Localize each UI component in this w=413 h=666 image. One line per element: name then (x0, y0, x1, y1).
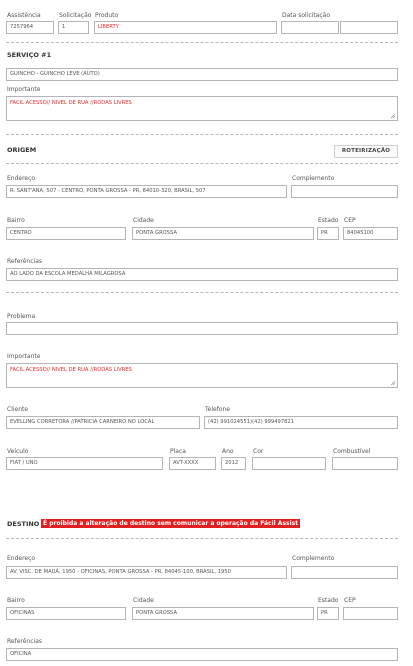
problema-importante-label: Importante (7, 353, 41, 360)
origem-cep-label: CEP (344, 217, 356, 224)
data-solicitacao-label: Data solicitação (282, 12, 331, 19)
divider (6, 134, 398, 135)
origem-referencias-field[interactable]: AO LADO DA ESCOLA MEDALHA MILAGROSA (6, 268, 398, 281)
placa-field[interactable]: AVT-XXXX (169, 457, 216, 470)
origem-estado-field[interactable]: PR (317, 227, 339, 240)
origem-complemento-field[interactable] (291, 185, 398, 198)
produto-label: Produto (95, 12, 119, 19)
veiculo-field[interactable]: FIAT / UNO (6, 457, 163, 470)
origem-bairro-field[interactable]: CENTRO (6, 227, 126, 240)
destino-bairro-field[interactable]: OFICINAS (6, 607, 126, 620)
destino-endereco-label: Endereço (7, 555, 36, 562)
problema-field[interactable] (6, 322, 398, 335)
servico-field[interactable]: GUINCHO - GUINCHO LEVE (AUTO) (6, 68, 398, 81)
cliente-label: Cliente (7, 406, 29, 413)
origem-endereco-label: Endereço (7, 175, 36, 182)
divider (6, 292, 398, 293)
destino-referencias-field[interactable]: OFICINA (6, 648, 398, 661)
origem-cep-field[interactable]: 84045100 (343, 227, 398, 240)
origem-complemento-label: Complemento (292, 175, 335, 182)
destino-complemento-label: Complemento (292, 555, 335, 562)
resize-grip-icon[interactable] (390, 380, 396, 386)
destino-bairro-label: Bairro (7, 597, 25, 604)
telefone-field[interactable]: (42) 991024551)(42) 999497821 (204, 416, 398, 429)
destino-cidade-field[interactable]: PONTA GROSSA (132, 607, 314, 620)
problema-importante-text: FACIL ACESSO// NIVEL DE RUA //RODAS LIVRES (10, 367, 132, 373)
destino-title: DESTINO (7, 520, 40, 528)
destino-warning-badge: É proibida a alteração de destino sem comunicar a operação da Fácil Assist (43, 520, 299, 527)
veiculo-label: Veículo (7, 448, 29, 455)
divider (6, 538, 398, 539)
divider (6, 42, 398, 43)
destino-cep-label: CEP (344, 597, 356, 604)
origem-title: ORIGEM (7, 146, 37, 154)
cor-field[interactable] (252, 457, 326, 470)
resize-grip-icon[interactable] (390, 113, 396, 119)
data-solicitacao-time-field[interactable] (340, 21, 398, 34)
servico-importante-label: Importante (7, 86, 41, 93)
servico-title: SERVIÇO #1 (7, 51, 52, 59)
roteirizacao-button[interactable]: ROTEIRIZAÇÃO (334, 145, 398, 158)
origem-bairro-label: Bairro (7, 217, 25, 224)
solicitacao-label: Solicitação (59, 12, 92, 19)
assistencia-label: Assistência (7, 12, 41, 19)
origem-cidade-field[interactable]: PONTA GROSSA (132, 227, 314, 240)
problema-importante-textarea[interactable] (6, 363, 398, 388)
produto-field[interactable]: LIBERTY (94, 21, 277, 34)
origem-estado-label: Estado (318, 217, 339, 224)
destino-cep-field[interactable] (343, 607, 398, 620)
destino-referencias-label: Referências (7, 638, 42, 645)
combustivel-field[interactable] (332, 457, 398, 470)
solicitacao-field[interactable]: 1 (58, 21, 89, 34)
problema-label: Problema (7, 313, 36, 320)
origem-referencias-label: Referências (7, 258, 42, 265)
ano-field[interactable]: 2012 (221, 457, 246, 470)
divider (6, 163, 398, 164)
destino-cidade-label: Cidade (133, 597, 154, 604)
servico-importante-text: FACIL ACESSO// NIVEL DE RUA //RODAS LIVRES (10, 100, 132, 106)
destino-estado-label: Estado (318, 597, 339, 604)
origem-cidade-label: Cidade (133, 217, 154, 224)
destino-complemento-field[interactable] (291, 566, 398, 579)
destino-estado-field[interactable]: PR (317, 607, 339, 620)
cor-label: Cor (253, 448, 264, 455)
placa-label: Placa (170, 448, 186, 455)
origem-endereco-field[interactable]: R. SANT'ANA, 507 - CENTRO, PONTA GROSSA - PR, 84010-320, BRASIL, 507 (6, 185, 287, 198)
destino-endereco-field[interactable]: AV. VISC. DE MAUÁ, 1950 - OFICINAS, PONTA GROSSA - PR, 84045-100, BRASIL, 1950 (6, 566, 287, 579)
combustivel-label: Combustível (333, 448, 371, 455)
servico-importante-textarea[interactable] (6, 96, 398, 121)
assistencia-field[interactable]: 7257964 (6, 21, 54, 34)
cliente-field[interactable]: EVELLING CORRETORA //PATRICIA CARNEIRO NO LOCAL (6, 416, 200, 429)
telefone-label: Telefone (205, 406, 230, 413)
data-solicitacao-date-field[interactable] (281, 21, 339, 34)
ano-label: Ano (222, 448, 234, 455)
